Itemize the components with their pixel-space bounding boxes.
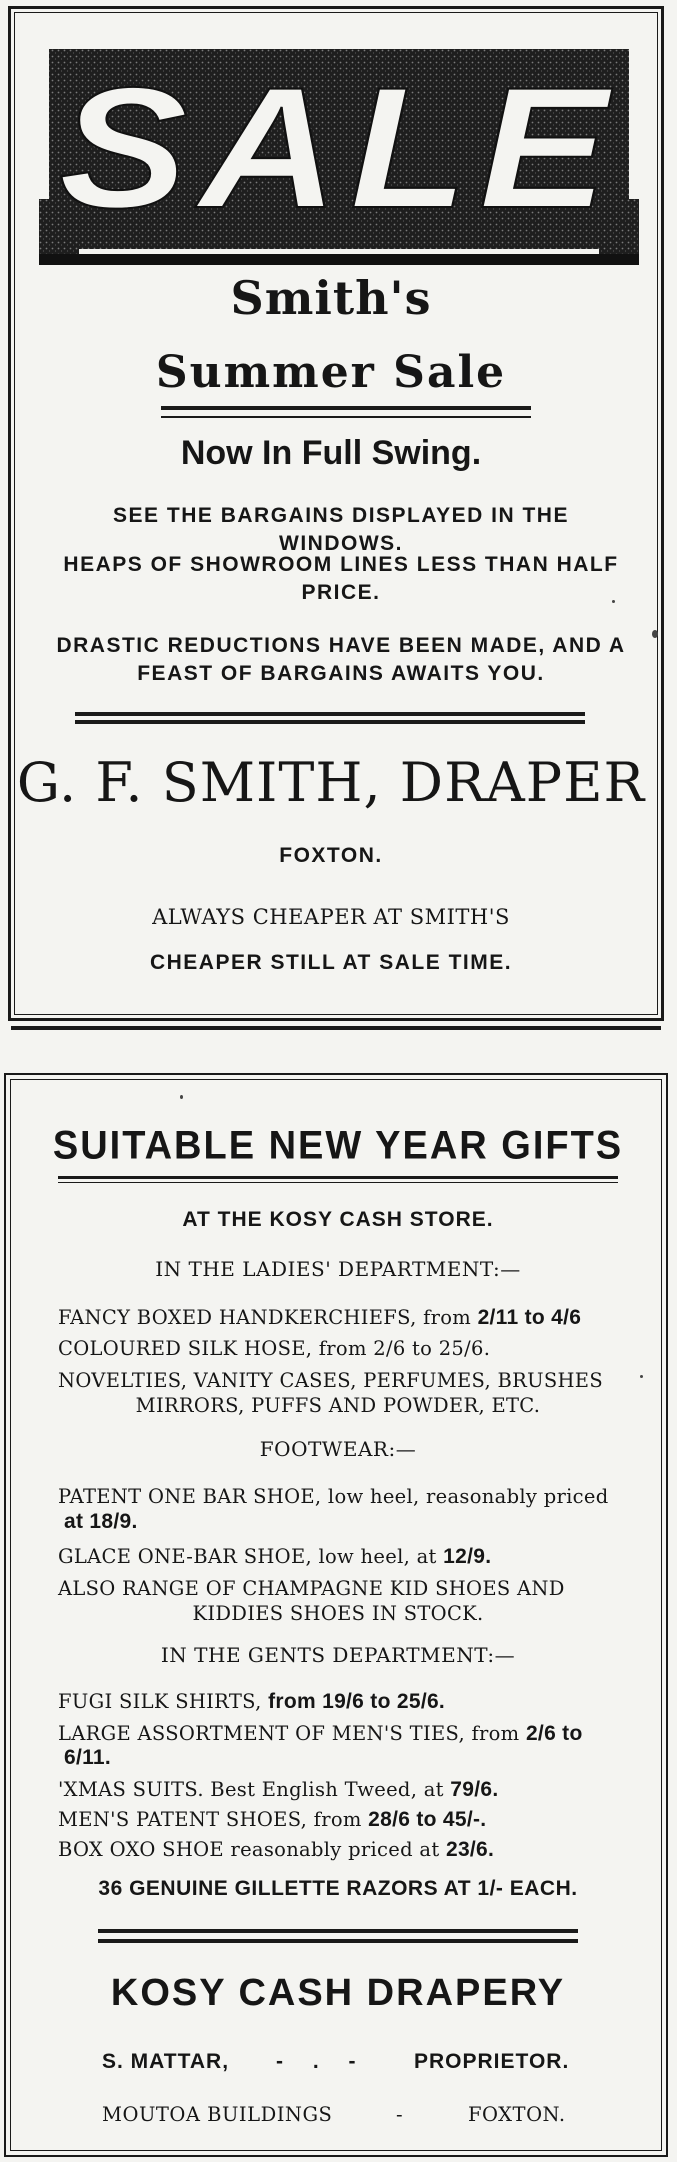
double-rule xyxy=(98,1929,578,1943)
list-item xyxy=(58,1808,486,1832)
list-item xyxy=(58,1545,491,1569)
list-item xyxy=(58,1577,565,1600)
sale-advertisement xyxy=(8,6,664,1021)
list-item xyxy=(58,1778,498,1802)
ad-title: Smith's xyxy=(230,271,432,325)
print-speck xyxy=(652,630,658,638)
item-text: MEN'S PATENT SHOES, from xyxy=(58,1808,369,1831)
item-text: GLACE ONE-BAR SHOE, low heel, at xyxy=(58,1545,444,1568)
sale-banner-graphic xyxy=(39,49,639,265)
print-speck xyxy=(640,1375,643,1378)
gifts-heading: SUITABLE NEW YEAR GIFTS xyxy=(52,1123,624,1169)
gifts-advertisement xyxy=(4,1073,668,2157)
list-item xyxy=(58,1337,490,1360)
address-town: FOXTON. xyxy=(468,2103,566,2126)
list-item xyxy=(58,1690,445,1714)
print-speck xyxy=(612,600,615,603)
razors-offer: 36 GENUINE GILLETTE RAZORS AT 1/- EACH. xyxy=(98,1877,578,1900)
list-item-continuation: KIDDIES SHOES IN STOCK. xyxy=(192,1602,484,1625)
business-name: G. F. SMITH, DRAPER xyxy=(16,751,646,814)
item-price: at 18/9. xyxy=(64,1510,138,1533)
item-text: FUGI SILK SHIRTS, xyxy=(58,1690,269,1713)
item-text: 'XMAS SUITS. Best English Tweed, at xyxy=(58,1778,451,1801)
item-price: 79/6. xyxy=(450,1778,499,1801)
item-price: 23/6. xyxy=(445,1838,495,1861)
double-rule xyxy=(161,406,531,418)
slogan-always-cheaper: ALWAYS CHEAPER AT SMITH'S xyxy=(152,905,510,929)
slogan-sale-time: CHEAPER STILL AT SALE TIME. xyxy=(149,951,513,974)
sale-ad-bottom-rule xyxy=(11,1026,661,1030)
ladies-department-heading: IN THE LADIES' DEPARTMENT:— xyxy=(155,1257,521,1281)
list-item xyxy=(58,1722,583,1746)
gents-department-heading: IN THE GENTS DEPARTMENT:— xyxy=(160,1643,516,1667)
item-price: 12/9. xyxy=(443,1545,492,1568)
item-text: COLOURED SILK HOSE, from 2/6 to 25/6. xyxy=(58,1337,491,1360)
headline: Now In Full Swing. xyxy=(180,434,482,472)
proprietor-title: PROPRIETOR. xyxy=(414,2050,570,2073)
item-price: 2/6 to xyxy=(525,1722,583,1745)
reductions-line: DRASTIC REDUCTIONS HAVE BEEN MADE, AND A FEAST OF BARGAINS AWAITS YOU. xyxy=(56,634,626,685)
item-text: ALSO RANGE OF CHAMPAGNE KID SHOES AND xyxy=(58,1577,565,1600)
list-item xyxy=(58,1485,609,1508)
list-item xyxy=(58,1369,603,1392)
item-price: 6/11. xyxy=(64,1746,112,1769)
showroom-line: HEAPS OF SHOWROOM LINES LESS THAN HALF PRICE. xyxy=(63,553,619,604)
item-text: BOX OXO SHOE reasonably priced at xyxy=(58,1838,446,1861)
double-rule xyxy=(75,712,585,724)
item-text: LARGE ASSORTMENT OF MEN'S TIES, from xyxy=(58,1722,526,1745)
proprietor-name: S. MATTAR, xyxy=(102,2050,230,2073)
list-item xyxy=(58,1306,581,1330)
list-item-continuation: MIRRORS, PUFFS AND POWDER, ETC. xyxy=(135,1394,541,1417)
store-line: AT THE KOSY CASH STORE. xyxy=(182,1208,494,1231)
item-price: 28/6 to 45/-. xyxy=(368,1808,487,1831)
list-item-continuation xyxy=(64,1510,138,1534)
bargains-line: SEE THE BARGAINS DISPLAYED IN THE WINDOWS. xyxy=(113,504,569,555)
list-item-continuation xyxy=(64,1746,111,1770)
item-text: FANCY BOXED HANDKERCHIEFS, from xyxy=(58,1306,478,1329)
item-text: PATENT ONE BAR SHOE, low heel, reasonably priced xyxy=(58,1485,609,1508)
address-building: MOUTOA BUILDINGS xyxy=(102,2103,333,2126)
town-name: FOXTON. xyxy=(279,844,383,867)
business-name: KOSY CASH DRAPERY xyxy=(110,1972,566,2014)
ad-subtitle: Summer Sale xyxy=(155,347,507,398)
address-separator: - xyxy=(396,2103,403,2126)
sale-banner-word: SALE xyxy=(59,52,619,244)
item-text: NOVELTIES, VANITY CASES, PERFUMES, BRUSHES xyxy=(58,1369,603,1392)
item-price: 2/11 to 4/6 xyxy=(477,1306,582,1329)
footwear-heading: FOOTWEAR:— xyxy=(259,1437,417,1461)
heading-underline xyxy=(58,1176,618,1183)
item-price: from 19/6 to 25/6. xyxy=(268,1690,446,1713)
list-item xyxy=(58,1838,494,1862)
proprietor-separator: - . - xyxy=(276,2050,368,2073)
print-speck xyxy=(180,1095,183,1099)
sale-banner xyxy=(39,49,639,265)
